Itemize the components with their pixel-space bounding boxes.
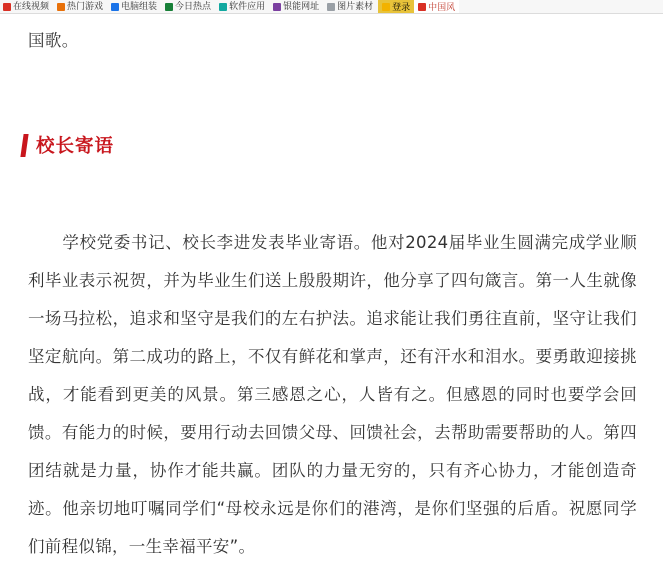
- bookmark-item-video[interactable]: [0, 0, 54, 13]
- previous-paragraph-tail: 国歌。: [28, 31, 79, 50]
- china-style-button[interactable]: [414, 0, 459, 13]
- computer-favicon: [111, 3, 119, 11]
- bookmark-label: 银能网址: [283, 1, 320, 11]
- news-favicon: [165, 3, 173, 11]
- login-button-label: 登录: [392, 2, 411, 12]
- article-paragraph-text: 学校党委书记、校长李进发表毕业寄语。他对2024届毕业生圆满完成学业顺利毕业表示祝贺，并为毕业生们送上殷殷期许，他分享了四句箴言。第一人生就像一场马拉松，追求和坚守是我们的左右护法。追求能让我们勇往直前，坚守让我们坚定航向。第二成功的路上，不仅有鲜花和掌声，还有汗水和泪水。要勇敢迎接挑战，才能看到更美的风景。第三感恩之心，人皆有之。但感恩的同时也要学会回馈。有能力的时候，要用行动去回馈父母、回馈社会，去帮助需要帮助的人。第四团结就是力量，协作才能共赢。团队的力量无穷的，只有齐心协力，才能创造奇迹。他亲切地叮嘱同学们“母校永远是你们的港湾，是你们坚强的后盾。祝愿同学们前程似锦，一生幸福平安”。: [28, 233, 637, 556]
- bookmark-item-images[interactable]: [324, 0, 378, 13]
- china-style-button-label: 中国风: [428, 2, 456, 12]
- paragraph-block: [0, 224, 663, 566]
- app-favicon: [219, 3, 227, 11]
- user-icon: [382, 3, 390, 11]
- bookmark-item-games[interactable]: [54, 0, 108, 13]
- bookmark-item-apps[interactable]: [216, 0, 270, 13]
- bookmark-label: 今日热点: [175, 1, 212, 11]
- bookmark-item-news[interactable]: [162, 0, 216, 13]
- bookmark-label: 图片素材: [337, 1, 374, 11]
- bookmark-favicon: [273, 3, 281, 11]
- login-button[interactable]: [378, 0, 414, 13]
- section-title: 校长寄语: [36, 136, 115, 157]
- article-content: [0, 14, 663, 56]
- bookmark-item-sites[interactable]: [270, 0, 324, 13]
- flag-icon: [418, 3, 426, 11]
- bookmark-label: 在线视频: [13, 1, 50, 11]
- bookmark-label: 电脑组装: [121, 1, 158, 11]
- browser-bookmark-bar[interactable]: [0, 0, 663, 14]
- heading-accent-bar: [20, 134, 28, 157]
- bookmark-item-computer[interactable]: [108, 0, 162, 13]
- game-favicon: [57, 3, 65, 11]
- section-heading: [0, 132, 663, 158]
- bookmark-label: 软件应用: [229, 1, 266, 11]
- article-page: [0, 14, 663, 560]
- bookmark-label: 热门游戏: [67, 1, 104, 11]
- image-favicon: [327, 3, 335, 11]
- article-paragraph: [28, 224, 637, 566]
- video-favicon: [3, 3, 11, 11]
